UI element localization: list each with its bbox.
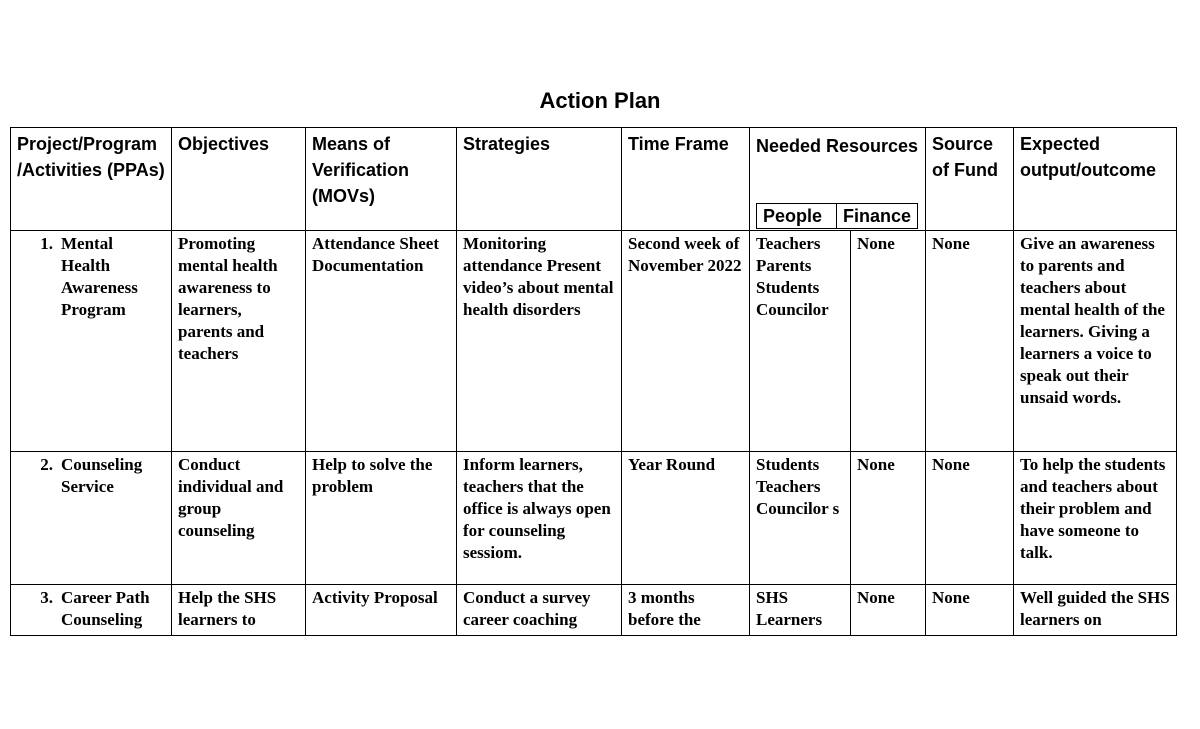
action-plan-table bbox=[10, 127, 1177, 636]
ppa-text: Counseling Service bbox=[61, 455, 143, 496]
cell-finance: None bbox=[851, 585, 926, 636]
cell-expected-output: Give an awareness to parents and teachers about mental health of the learners. Giving a learners a voice to speak out their unsaid words. bbox=[1014, 231, 1177, 452]
cell-strategies: Monitoring attendance Present video’s about mental health disorders bbox=[457, 231, 622, 452]
ppa-text: Mental Health Awareness Program bbox=[61, 234, 138, 319]
cell-time-frame: Year Round bbox=[622, 452, 750, 585]
cell-objectives: Promoting mental health awareness to learners, parents and teachers bbox=[172, 231, 306, 452]
header-expected-output: Expected output/outcome bbox=[1014, 128, 1177, 231]
cell-time-frame: 3 months before the bbox=[622, 585, 750, 636]
cell-expected-output: Well guided the SHS learners on bbox=[1014, 585, 1177, 636]
page-title: Action Plan bbox=[539, 88, 661, 113]
cell-people: SHS Learners bbox=[750, 585, 851, 636]
header-ppa: Project/Program /Activities (PPAs) bbox=[11, 128, 172, 231]
cell-objectives: Help the SHS learners to bbox=[172, 585, 306, 636]
cell-movs: Help to solve the problem bbox=[306, 452, 457, 585]
header-objectives: Objectives bbox=[172, 128, 306, 231]
table-row bbox=[11, 452, 1177, 585]
cell-ppa bbox=[11, 585, 172, 636]
cell-finance: None bbox=[851, 452, 926, 585]
row-number: 2. bbox=[40, 455, 53, 474]
cell-ppa bbox=[11, 231, 172, 452]
header-needed-resources bbox=[750, 128, 926, 231]
table-row bbox=[11, 231, 1177, 452]
subheader-finance: Finance bbox=[843, 206, 912, 226]
cell-ppa bbox=[11, 452, 172, 585]
ppa-text: Career Path Counseling bbox=[61, 588, 150, 629]
header-movs: Means of Verification (MOVs) bbox=[306, 128, 457, 231]
cell-strategies: Conduct a survey career coaching bbox=[457, 585, 622, 636]
header-row bbox=[11, 128, 1177, 231]
cell-strategies: Inform learners, teachers that the office is always open for counseling sessiom. bbox=[457, 452, 622, 585]
row-number: 3. bbox=[40, 588, 53, 607]
cell-movs: Attendance Sheet Documentation bbox=[306, 231, 457, 452]
cell-source-of-fund: None bbox=[926, 231, 1014, 452]
cell-people: Students Teachers Councilor s bbox=[750, 452, 851, 585]
header-strategies: Strategies bbox=[457, 128, 622, 231]
resources-subheader bbox=[756, 203, 918, 229]
cell-source-of-fund: None bbox=[926, 585, 1014, 636]
subheader-people: People bbox=[757, 204, 837, 228]
cell-movs: Activity Proposal bbox=[306, 585, 457, 636]
cell-objectives: Conduct individual and group counseling bbox=[172, 452, 306, 585]
cell-people: Teachers Parents Students Councilor bbox=[750, 231, 851, 452]
header-time-frame: Time Frame bbox=[622, 128, 750, 231]
cell-source-of-fund: None bbox=[926, 452, 1014, 585]
row-number: 1. bbox=[40, 234, 53, 253]
header-needed-resources-label: Needed Resources bbox=[756, 136, 919, 156]
cell-finance: None bbox=[851, 231, 926, 452]
cell-time-frame: Second week of November 2022 bbox=[622, 231, 750, 452]
cell-expected-output: To help the students and teachers about their problem and have someone to talk. bbox=[1014, 452, 1177, 585]
table-row bbox=[11, 585, 1177, 636]
header-source-of-fund: Source of Fund bbox=[926, 128, 1014, 231]
